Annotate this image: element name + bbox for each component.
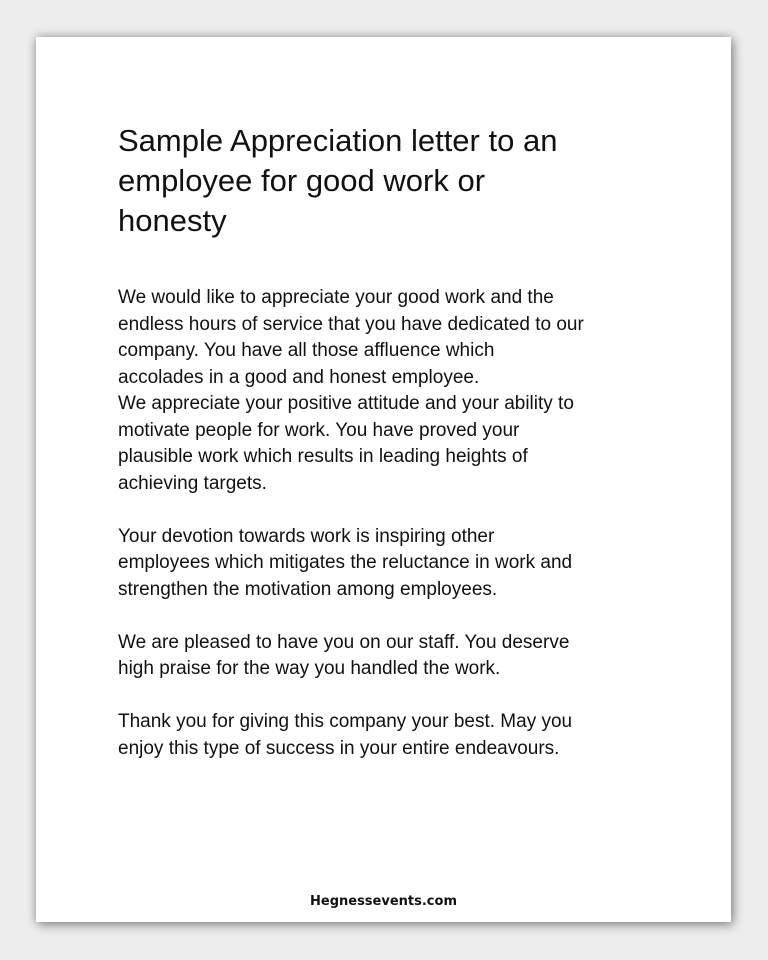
body-line: Your devotion towards work is inspiring other <box>118 525 495 547</box>
title-line: employee for good work or <box>118 163 486 198</box>
letter-title <box>118 121 678 241</box>
body-line: We appreciate your positive attitude and your ability to <box>118 393 574 414</box>
footer-website: Hegnessevents.com <box>310 894 457 909</box>
body-line: We are pleased to have you on our staff. You deserve <box>118 631 570 653</box>
body-line: plausible work which results in leading heights of <box>118 446 528 467</box>
paragraph-4 <box>118 709 698 762</box>
body-line: employees which mitigates the reluctance in work and <box>118 552 573 573</box>
body-line: motivate people for work. You have proved your <box>118 419 520 441</box>
body-line: strengthen the motivation among employees. <box>118 578 498 600</box>
body-line: We would like to appreciate your good work and the <box>118 287 554 308</box>
body-line: Thank you for giving this company your best. May you <box>118 711 573 732</box>
letter-body <box>118 285 698 762</box>
body-line: accolades in a good and honest employee. <box>118 366 480 388</box>
document-page <box>36 37 731 922</box>
paragraph-spacer <box>118 683 698 710</box>
paragraph-1 <box>118 285 698 497</box>
body-line: achieving targets. <box>118 472 267 494</box>
body-line: endless hours of service that you have dedicated to our <box>118 313 584 335</box>
body-line: company. You have all those affluence which <box>118 340 495 361</box>
body-line: high praise for the way you handled the work. <box>118 658 501 679</box>
paragraph-spacer <box>118 603 698 630</box>
paragraph-3 <box>118 630 698 683</box>
paragraph-2 <box>118 524 698 604</box>
title-line: honesty <box>118 203 227 238</box>
title-line: Sample Appreciation letter to an <box>118 123 558 158</box>
paragraph-spacer <box>118 497 698 524</box>
body-line: enjoy this type of success in your entire endeavours. <box>118 737 560 759</box>
